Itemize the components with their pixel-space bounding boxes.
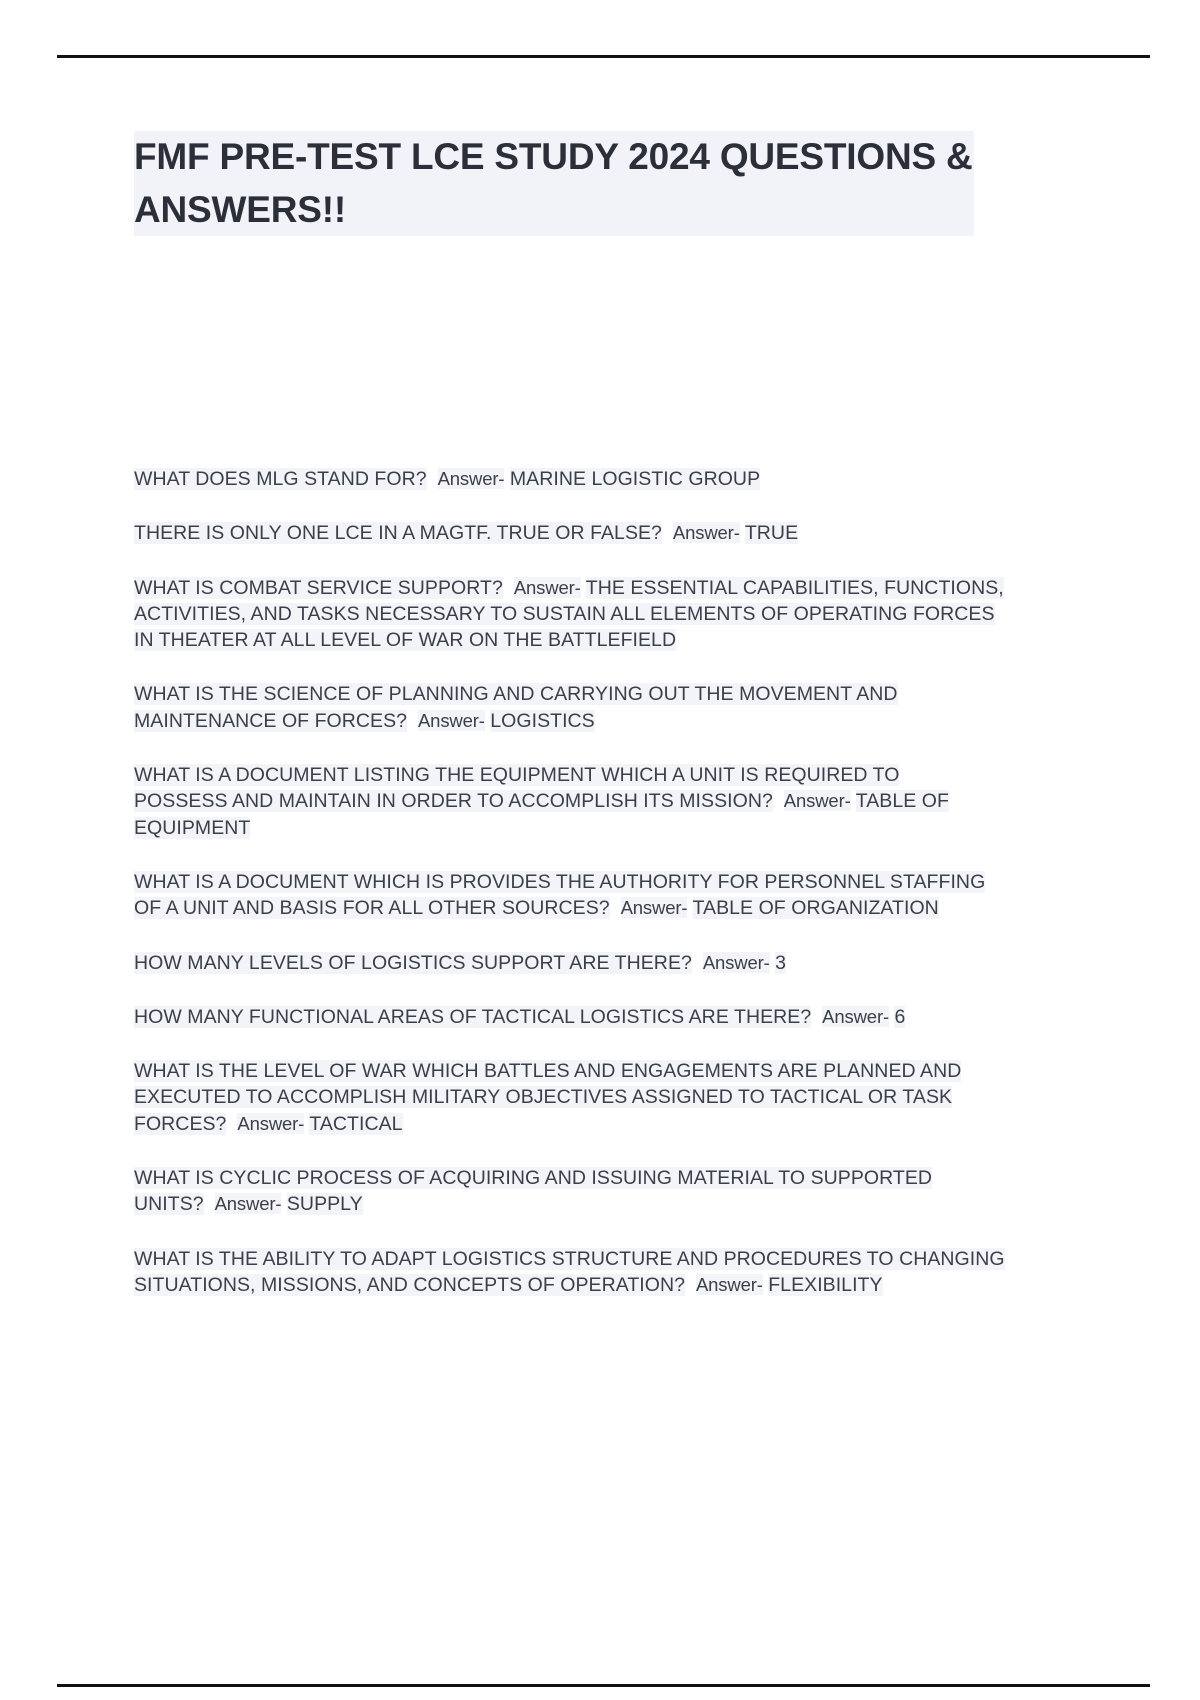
question-answer-list (134, 466, 1005, 1326)
answer-text: TACTICAL (309, 1112, 403, 1135)
question-text: WHAT IS THE SCIENCE OF PLANNING AND CARRYING OUT THE MOVEMENT AND MAINTENANCE OF FORCES? (134, 683, 898, 732)
question-text: HOW MANY LEVELS OF LOGISTICS SUPPORT ARE THERE? (134, 951, 692, 974)
question-text: THERE IS ONLY ONE LCE IN A MAGTF. TRUE OR FALSE? (134, 522, 662, 545)
qa-block (134, 681, 1009, 734)
answer-text: TABLE OF EQUIPMENT (134, 790, 949, 839)
document-content (134, 0, 1156, 1700)
question-text: HOW MANY FUNCTIONAL AREAS OF TACTICAL LOGISTICS ARE THERE? (134, 1005, 812, 1028)
qa-block (134, 950, 994, 976)
answer-text: TRUE (744, 522, 799, 545)
answer-label: Answer- (672, 522, 740, 544)
qa-block (134, 1165, 994, 1218)
answer-text: LOGISTICS (490, 709, 595, 732)
qa-block (134, 762, 994, 841)
qa-block (134, 466, 994, 492)
qa-block (134, 1058, 1009, 1137)
qa-block (134, 1004, 1009, 1030)
question-text: WHAT IS A DOCUMENT WHICH IS PROVIDES THE AUTHORITY FOR PERSONNEL STAFFING OF A UNIT AND BASIS FOR ALL OTHER SOURCES? (134, 870, 986, 920)
answer-label: Answer- (695, 1273, 763, 1295)
qa-block (134, 520, 994, 546)
answer-text: SUPPLY (286, 1193, 363, 1216)
question-text: WHAT IS THE ABILITY TO ADAPT LOGISTICS STRUCTURE AND PROCEDURES TO CHANGING SITUATIONS, MISSIONS, AND CONCEPTS OF OPERATION? (134, 1247, 1005, 1296)
question-text: WHAT IS CYCLIC PROCESS OF ACQUIRING AND ISSUING MATERIAL TO SUPPORTED UNITS? (134, 1167, 933, 1216)
qa-block (134, 575, 1009, 654)
answer-label: Answer- (437, 468, 505, 489)
answer-label: Answer- (702, 951, 770, 973)
footer-divider-rule (57, 1684, 1150, 1687)
question-text: WHAT DOES MLG STAND FOR? (134, 468, 427, 490)
answer-text: 3 (775, 951, 787, 974)
answer-label: Answer- (783, 790, 851, 812)
answer-label: Answer- (822, 1005, 889, 1027)
answer-text: THE ESSENTIAL CAPABILITIES, FUNCTIONS, ACTIVITIES, AND TASKS NECESSARY TO SUSTAIN ALL ELEMENTS OF OPERATING FORCES IN THEATER AT ALL LEVEL OF WAR ON THE BATTLEFIELD (134, 576, 1004, 652)
answer-label: Answer- (214, 1193, 282, 1215)
answer-label: Answer- (620, 897, 688, 919)
answer-text: MARINE LOGISTIC GROUP (509, 468, 761, 490)
question-text: WHAT IS THE LEVEL OF WAR WHICH BATTLES AND ENGAGEMENTS ARE PLANNED AND EXECUTED TO ACCOMPLISH MILITARY OBJECTIVES ASSIGNED TO TACTICAL OR TASK FORCES? (134, 1060, 962, 1135)
answer-text: 6 (894, 1005, 906, 1028)
answer-label: Answer- (417, 709, 485, 731)
question-text: WHAT IS COMBAT SERVICE SUPPORT? (134, 576, 503, 599)
question-text: WHAT IS A DOCUMENT LISTING THE EQUIPMENT WHICH A UNIT IS REQUIRED TO POSSESS AND MAINTAIN IN ORDER TO ACCOMPLISH ITS MISSION? (134, 764, 900, 813)
answer-text: TABLE OF ORGANIZATION (692, 897, 939, 920)
answer-text: FLEXIBILITY (768, 1273, 883, 1296)
page-title: FMF PRE-TEST LCE STUDY 2024 QUESTIONS & ANSWERS!! (134, 131, 974, 236)
qa-block (134, 869, 1009, 922)
qa-block (134, 1246, 1009, 1299)
answer-label: Answer- (237, 1112, 305, 1134)
answer-label: Answer- (513, 576, 581, 598)
